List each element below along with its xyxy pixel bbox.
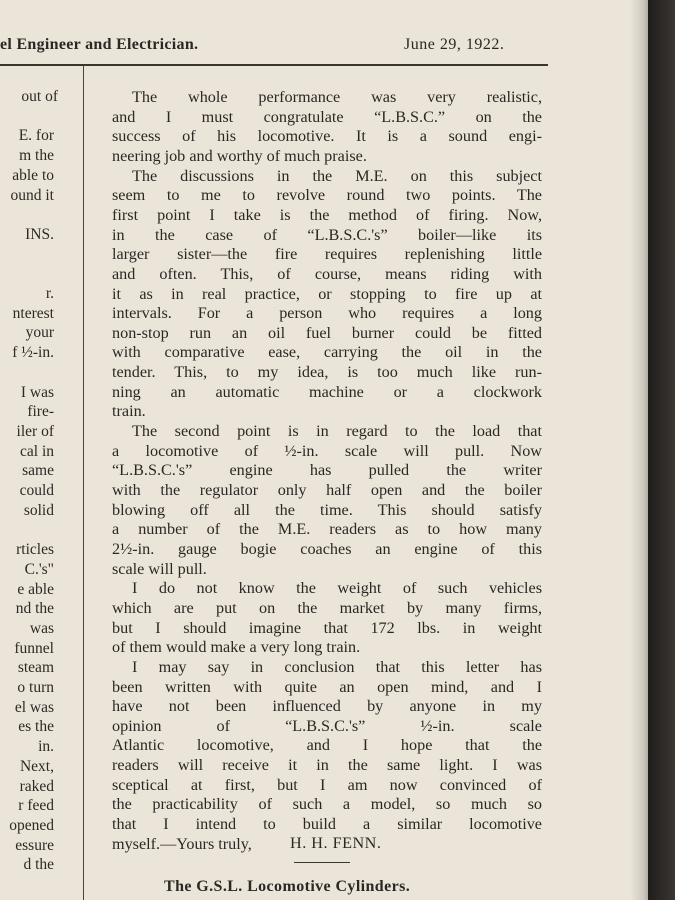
article-line: have not been influenced by anyone in my [112, 697, 542, 716]
article-line: Atlantic locomotive, and I hope that the [112, 736, 542, 755]
left-column-line: able to [12, 166, 54, 184]
left-column-line: iler of [16, 422, 54, 440]
left-column-line: I was [20, 383, 54, 401]
article-line: neering job and worthy of much praise. [112, 146, 367, 165]
article-line: first point I take is the method of firing. Now, [112, 205, 542, 224]
running-header-date: June 29, 1922. [404, 36, 505, 53]
article-line: sceptical at first, but I am now convinced of [112, 775, 542, 794]
article-line: ning an automatic machine or a clockwork [112, 382, 542, 401]
column-divider [83, 66, 84, 900]
article-line: myself.—Yours truly, [112, 834, 252, 853]
article-line: opinion of “L.B.S.C.'s” ½-in. scale [112, 716, 542, 735]
left-column-line: e able [17, 580, 54, 598]
section-heading: The G.S.L. Locomotive Cylinders. [164, 878, 411, 895]
article-line: the practicability of such a model, so much so [112, 795, 542, 814]
article-line: which are put on the market by many firms, [112, 598, 542, 617]
left-column-line: steam [17, 659, 54, 677]
article-line: 2½-in. gauge bogie coaches an engine of this [112, 539, 542, 558]
page-curl-shadow [630, 0, 648, 900]
left-column-line: same [22, 462, 54, 480]
article-line: but I should imagine that 172 lbs. in weight [112, 618, 542, 637]
signature: H. H. FENN. [290, 834, 382, 852]
article-line: blowing off all the time. This should satisfy [112, 500, 542, 519]
left-column-line: el was [14, 698, 54, 716]
left-column-line: nd the [15, 600, 54, 618]
article-line: non-stop run an oil fuel burner could be fitted [112, 323, 542, 342]
article-line: and often. This, of course, means riding with [112, 264, 542, 283]
left-column-fragment [0, 88, 80, 876]
article-line: I may say in conclusion that this letter has [132, 657, 542, 676]
left-column-line: es the [18, 718, 54, 736]
left-column-line: in. [38, 738, 54, 756]
left-column-line: essure [15, 836, 54, 854]
left-column-line: ound it [10, 186, 54, 204]
left-column-line: was [29, 619, 54, 637]
left-column-line: your [25, 324, 54, 342]
left-column-line: funnel [14, 639, 54, 657]
left-column-line: raked [19, 777, 54, 795]
left-column-line: could [19, 482, 54, 499]
article-line: a locomotive of ½-in. scale will pull. Now [112, 441, 542, 460]
article-line: success of his locomotive. It is a sound engi- [112, 127, 542, 146]
left-column-line: C.'s" [24, 560, 54, 578]
left-column-line: opened [9, 816, 54, 834]
left-column-line: INS. [25, 225, 54, 243]
article-line: of them would make a very long train. [112, 638, 361, 657]
article-line: it as in real practice, or stopping to fire up at [112, 284, 542, 303]
article-line: in the case of “L.B.S.C.'s” boiler—like its [112, 225, 542, 244]
article-line: been written with quite an open mind, and I [112, 677, 542, 696]
article-line: readers will receive it in the same light. I was [112, 756, 542, 775]
article-line: I do not know the weight of such vehicles [132, 579, 542, 598]
left-column-line: o turn [17, 679, 54, 696]
article-line: The whole performance was very realistic, [132, 88, 542, 106]
article-line: The second point is in regard to the load that [132, 422, 542, 441]
left-column-line: r feed [18, 797, 54, 815]
article-line: scale will pull. [112, 559, 207, 578]
left-column-line: Next, [19, 757, 54, 775]
left-column-line: d the [23, 856, 54, 874]
article-line: with the regulator only half open and the boiler [112, 481, 542, 499]
left-column-line: f ½-in. [12, 344, 54, 362]
article-line: intervals. For a person who requires a long [112, 304, 542, 323]
left-column-line: E. for [18, 127, 54, 145]
article-line: a number of the M.E. readers as to how many [112, 520, 542, 539]
article-line: “L.B.S.C.'s” engine has pulled the writer [112, 461, 542, 480]
running-header-title: el Engineer and Electrician. [0, 36, 199, 53]
signature-rule [294, 862, 350, 863]
left-column-line: m the [19, 147, 54, 165]
left-column-line: fire- [27, 403, 54, 421]
article-line: and I must congratulate “L.B.S.C.” on the [112, 107, 542, 126]
left-column-line: r. [45, 285, 54, 302]
left-column-line: rticles [16, 541, 54, 559]
article-line: with comparative ease, carrying the oil in the [112, 343, 542, 362]
article-line: larger sister—the fire requires replenishing little [112, 245, 542, 264]
left-column-line: cal in [20, 442, 54, 460]
article-line: seem to me to revolve round two points. The [112, 186, 542, 205]
left-column-line: nterest [12, 304, 54, 322]
book-spine [648, 0, 675, 900]
article-line: The discussions in the M.E. on this subject [132, 166, 542, 185]
article-line: train. [112, 402, 146, 421]
article-line: that I intend to build a similar locomotive [112, 815, 542, 834]
article-line: tender. This, to my idea, is too much like run- [112, 363, 542, 382]
left-column-line: solid [23, 501, 54, 519]
left-column-line: out of [21, 88, 58, 105]
